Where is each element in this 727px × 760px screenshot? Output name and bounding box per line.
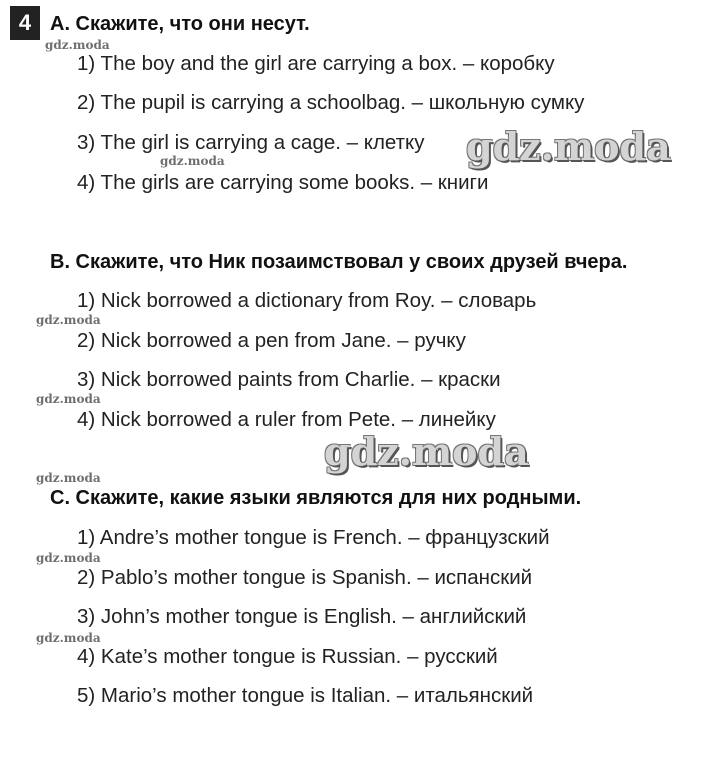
section-b-item-1: 1) Nick borrowed a dictionary from Roy. – словарь [77,289,537,312]
section-c-item-2: 2) Pablo’s mother tongue is Spanish. – испанский [77,566,533,589]
section-b-item-2: 2) Nick borrowed a pen from Jane. – ручку [77,329,466,352]
section-a-item-4: 4) The girls are carrying some books. – книги [77,171,489,194]
section-b-item-3: 3) Nick borrowed paints from Charlie. – краски [77,368,501,391]
section-a-item-3: 3) The girl is carrying a cage. – клетку [77,131,425,154]
section-a-item-2: 2) The pupil is carrying a schoolbag. – школьную сумку [77,91,585,114]
section-c-item-3: 3) John’s mother tongue is English. – английский [77,605,527,628]
task-number-badge: 4 [10,6,40,40]
watermark-small: gdz.moda [36,551,101,565]
watermark-small: gdz.moda [45,38,110,52]
watermark-small: gdz.moda [36,392,101,406]
watermark-small: gdz.moda [160,154,225,168]
section-b-item-4: 4) Nick borrowed a ruler from Pete. – линейку [77,408,496,431]
watermark-large: gdz.moda [466,124,671,169]
watermark-small: gdz.moda [36,631,101,645]
section-b-heading: B. Скажите, что Ник позаимствовал у своих друзей вчера. [50,251,628,273]
section-c-item-5: 5) Mario’s mother tongue is Italian. – итальянский [77,684,534,707]
section-a-item-1: 1) The boy and the girl are carrying a box. – коробку [77,52,555,75]
section-c-item-4: 4) Kate’s mother tongue is Russian. – русский [77,645,498,668]
section-a-heading: A. Скажите, что они несут. [50,13,310,35]
watermark-small: gdz.moda [36,471,101,485]
watermark-large: gdz.moda [324,429,529,474]
section-c-item-1: 1) Andre’s mother tongue is French. – французский [77,526,550,549]
section-c-heading: C. Скажите, какие языки являются для них родными. [50,487,582,509]
watermark-small: gdz.moda [36,313,101,327]
